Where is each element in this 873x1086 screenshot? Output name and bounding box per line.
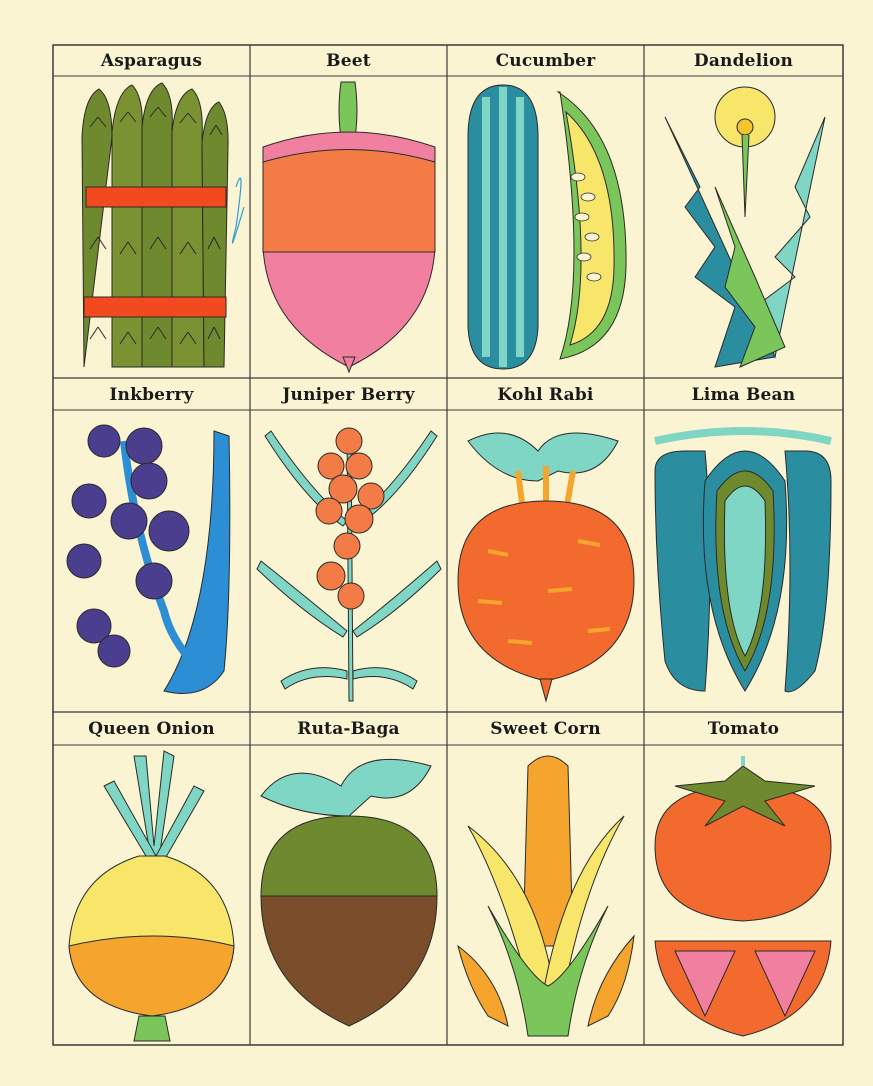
cell-label-dandelion: Dandelion	[693, 51, 794, 71]
cell-label-sweet-corn: Sweet Corn	[490, 719, 601, 739]
sweet-corn-icon	[448, 746, 644, 1044]
beet-icon	[251, 77, 447, 377]
cell-label-inkberry: Inkberry	[109, 385, 194, 405]
cucumber-icon	[448, 77, 644, 377]
cell-label-lima-bean: Lima Bean	[691, 385, 796, 405]
cell-label-ruta-baga: Ruta-Baga	[297, 719, 400, 739]
cell-label-asparagus: Asparagus	[100, 51, 203, 71]
cell-label-beet: Beet	[326, 51, 371, 71]
dandelion-icon	[645, 77, 842, 377]
cell-label-cucumber: Cucumber	[495, 51, 596, 71]
cell-label-tomato: Tomato	[707, 719, 780, 739]
cell-label-queen-onion: Queen Onion	[88, 719, 215, 739]
cell-label-juniper-berry: Juniper Berry	[282, 385, 415, 405]
inkberry-icon	[54, 411, 250, 711]
queen-onion-icon	[54, 746, 250, 1044]
kohl-rabi-icon	[448, 411, 644, 711]
asparagus-icon	[54, 77, 250, 377]
lima-bean-icon	[645, 411, 842, 711]
cell-label-kohl-rabi: Kohl Rabi	[497, 385, 594, 405]
tomato-icon	[645, 746, 842, 1044]
ruta-baga-icon	[251, 746, 447, 1044]
juniper-berry-icon	[251, 411, 447, 711]
